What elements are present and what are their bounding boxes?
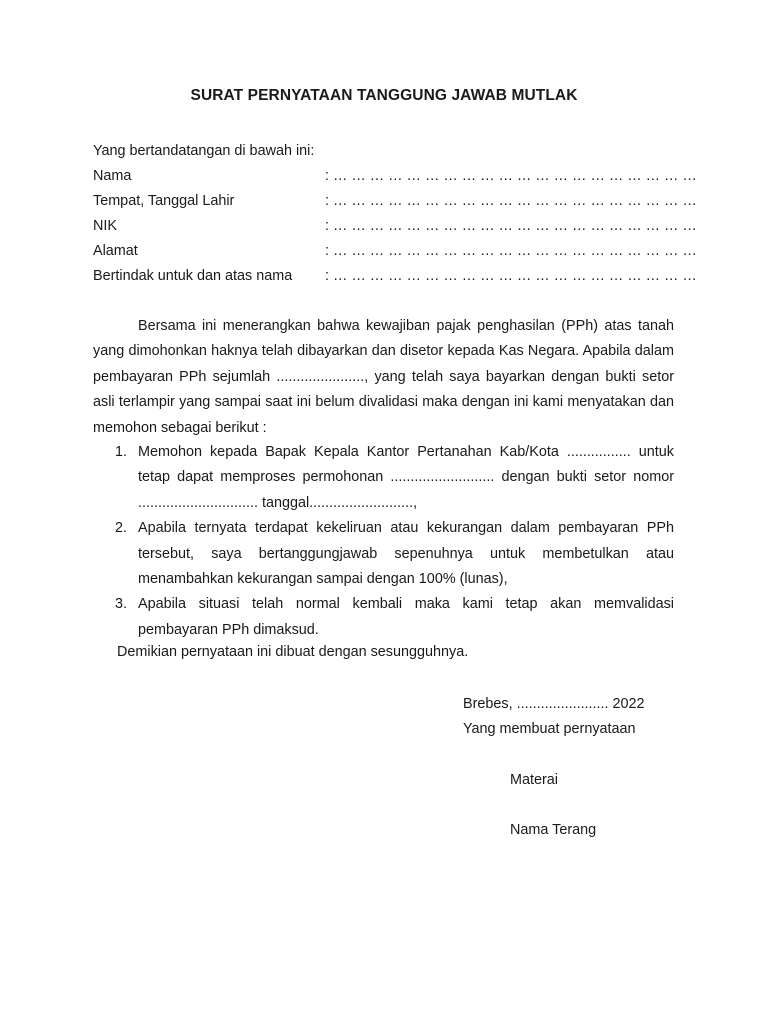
- closing-statement: Demikian pernyataan ini dibuat dengan sesungguhnya.: [117, 644, 469, 660]
- request-list: [93, 440, 674, 643]
- signer-name: Nama Terang: [510, 822, 597, 838]
- field-label: Alamat: [93, 243, 138, 259]
- field-label: Tempat, Tanggal Lahir: [93, 193, 235, 209]
- list-number: 2.: [115, 520, 128, 537]
- list-item: [93, 592, 674, 643]
- field-label: NIK: [93, 218, 117, 234]
- body-paragraph: [93, 314, 674, 441]
- field-nik: [93, 218, 697, 238]
- list-text: Apabila ternyata terdapat kekeliruan atau kekurangan dalam pembayaran PPh tersebut, saya bertanggungjawab sepenuhnya untuk membetulkan atau menambahkan kekurangan sampai dengan 100% (lunas),: [138, 520, 674, 588]
- field-value: : … … … … … … … … … … … … … … … … … … … …: [325, 193, 697, 209]
- list-number: 1.: [115, 444, 128, 460]
- list-number: 3.: [115, 596, 128, 613]
- paragraph-text: Bersama ini menerangkan bahwa kewajiban pajak penghasilan (PPh) atas tanah yang dimohonkan haknya telah dibayarkan dan disetor kepada Kas Negara. Apabila dalam pembayaran PPh sejumlah ......................, yang telah saya bayarkan dengan bukti setor asli terlampir yang sampai saat ini belum divalidasi maka dengan ini kami menyatakan dan memohon sebagai berikut :: [93, 318, 674, 436]
- field-alamat: [93, 243, 697, 263]
- field-label: Nama: [93, 168, 132, 184]
- list-item: [93, 440, 674, 516]
- list-text: Memohon kepada Bapak Kepala Kantor Pertanahan Kab/Kota ................ untuk tetap dapat memproses permohonan .......................... dengan bukti setor nomor .............................. tanggal..........................,: [138, 444, 674, 511]
- stamp-label: Materai: [510, 772, 558, 788]
- field-value: : … … … … … … … … … … … … … … … … … … … …: [325, 218, 697, 234]
- list-text: Apabila situasi telah normal kembali maka kami tetap akan memvalidasi pembayaran PPh dimaksud.: [138, 596, 674, 638]
- document-title: SURAT PERNYATAAN TANGGUNG JAWAB MUTLAK: [190, 87, 578, 104]
- intro-text: Yang bertandatangan di bawah ini:: [93, 143, 315, 159]
- signer-title: Yang membuat pernyataan: [463, 721, 636, 737]
- field-value: : … … … … … … … … … … … … … … … … … … … …: [325, 243, 697, 259]
- field-nama: [93, 168, 697, 188]
- field-label: Bertindak untuk dan atas nama: [93, 268, 293, 284]
- field-value: : … … … … … … … … … … … … … … … … … … … …: [325, 168, 697, 184]
- field-bertindak: [93, 268, 697, 288]
- field-tempat-tanggal-lahir: [93, 193, 697, 213]
- field-value: : … … … … … … … … … … … … … … … … … … … …: [325, 268, 697, 284]
- place-date: Brebes, ....................... 2022: [463, 696, 645, 712]
- list-item: [93, 516, 674, 592]
